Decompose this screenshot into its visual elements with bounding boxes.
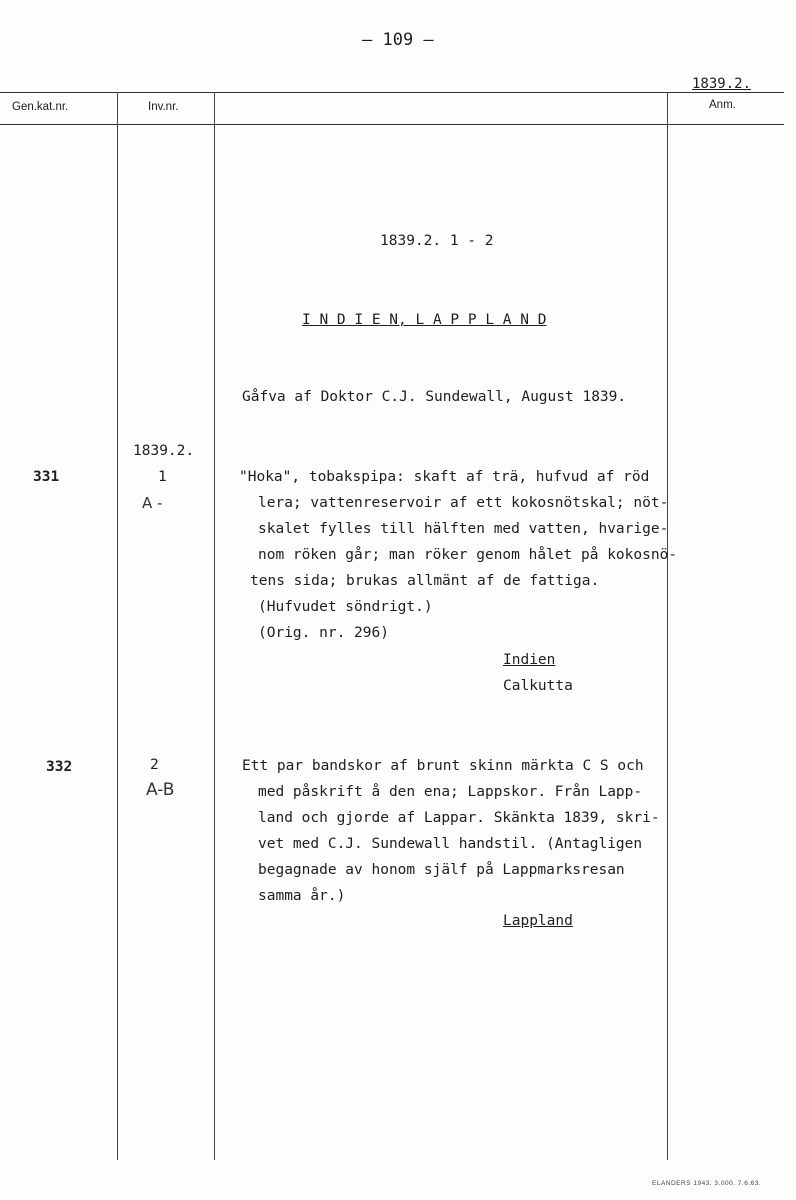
description-line: vet med C.J. Sundewall handstil. (Antagligen <box>258 836 643 852</box>
header-gen-kat-nr: Gen.kat.nr. <box>12 101 69 113</box>
gen-kat-nr-331: 331 <box>33 469 60 485</box>
description-line: land och gjorde af Lappar. Skänkta 1839, skri- <box>258 810 660 826</box>
description-line: tens sida; brukas allmänt af de fattiga. <box>250 573 600 589</box>
description-line: skalet fylles till hälften med vatten, hvarige- <box>258 521 669 537</box>
header-anm: Anm. <box>709 99 736 111</box>
handwritten-mark-2: A-B <box>146 780 175 800</box>
column-divider-3 <box>667 92 668 1160</box>
inv-nr-2: 2 <box>150 757 159 773</box>
inv-nr-1: 1 <box>158 469 167 485</box>
description-line: begagnade av honom själf på Lappmarksresan <box>258 862 625 878</box>
gen-kat-nr-332: 332 <box>46 759 73 775</box>
description-line: med påskrift å den ena; Lappskor. Från Lapp- <box>258 784 643 800</box>
column-divider-1 <box>117 92 118 1160</box>
section-heading: I N D I E N, L A P P L A N D <box>302 312 547 328</box>
place-indien: Indien <box>503 652 556 668</box>
description-line: (Hufvudet söndrigt.) <box>258 599 433 615</box>
description-line: (Orig. nr. 296) <box>258 625 389 641</box>
printer-mark: ELANDERS 1943. 3.000. 7.6.63. <box>652 1180 762 1187</box>
description-line: nom röken går; man röker genom hålet på kokosnö- <box>258 547 678 563</box>
inv-year: 1839.2. <box>133 443 195 459</box>
section-range: 1839.2. 1 - 2 <box>380 233 494 249</box>
description-line: lera; vattenreservoir af ett kokosnötskal; nöt- <box>258 495 669 511</box>
description-line: samma år.) <box>258 888 346 904</box>
header-inv-nr: Inv.nr. <box>148 101 179 113</box>
column-divider-2 <box>214 92 215 1160</box>
top-right-label: 1839.2. <box>692 76 752 92</box>
place-lappland: Lappland <box>503 913 573 929</box>
place-calkutta: Calkutta <box>503 678 573 694</box>
description-line: "Hoka", tobakspipa: skaft af trä, hufvud af röd <box>239 469 650 485</box>
description-line: Ett par bandskor af brunt skinn märkta C S och <box>242 758 644 774</box>
donation-line: Gåfva af Doktor C.J. Sundewall, August 1839. <box>242 389 627 405</box>
page-number: — 109 — <box>362 30 434 50</box>
handwritten-mark-1: A - <box>142 494 163 512</box>
